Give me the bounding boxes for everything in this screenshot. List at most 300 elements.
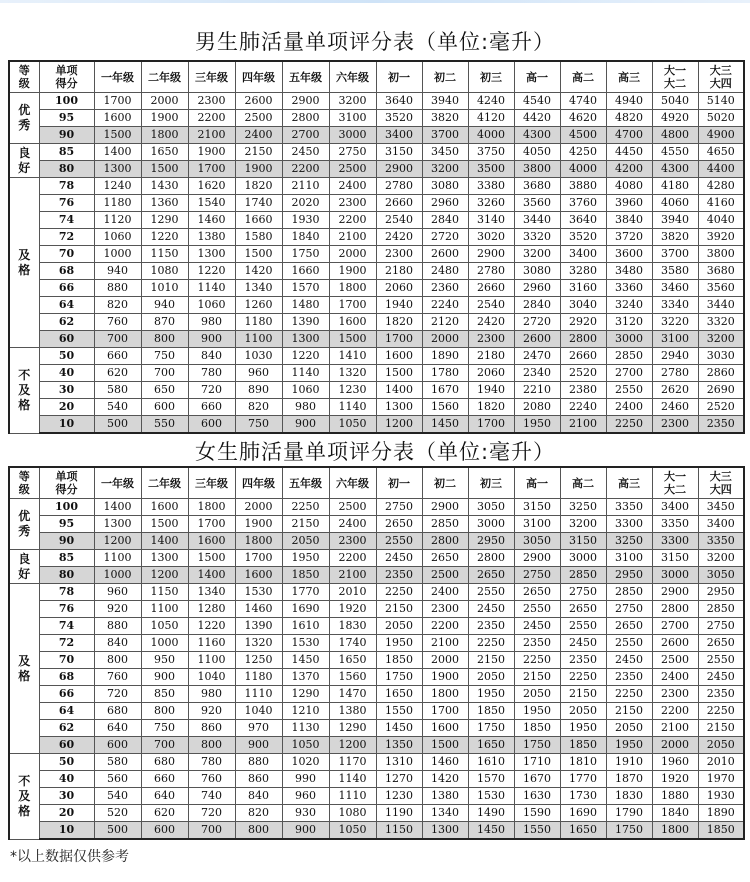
value-cell: 2100 <box>329 567 376 584</box>
value-cell: 750 <box>141 720 188 737</box>
table-row <box>9 516 744 533</box>
value-cell: 2200 <box>652 703 698 720</box>
score-cell: 68 <box>39 669 94 686</box>
value-cell: 3400 <box>652 499 698 516</box>
value-cell: 2000 <box>141 93 188 110</box>
value-cell: 1900 <box>188 144 235 161</box>
value-cell: 4650 <box>698 144 744 161</box>
table-row <box>9 263 744 280</box>
value-cell: 1750 <box>376 669 422 686</box>
value-cell: 1400 <box>141 533 188 550</box>
value-cell: 1950 <box>514 416 560 434</box>
value-cell: 800 <box>141 703 188 720</box>
score-cell: 85 <box>39 144 94 161</box>
value-cell: 2750 <box>376 499 422 516</box>
value-cell: 2520 <box>560 365 606 382</box>
value-cell: 2850 <box>698 601 744 618</box>
value-cell: 3700 <box>422 127 468 144</box>
value-cell: 1300 <box>141 550 188 567</box>
value-cell: 1160 <box>188 635 235 652</box>
column-header-label: 高一 <box>526 70 548 84</box>
value-cell: 900 <box>141 669 188 686</box>
value-cell: 1790 <box>606 805 652 822</box>
value-cell: 1560 <box>422 399 468 416</box>
score-cell: 70 <box>39 652 94 669</box>
value-cell: 2500 <box>422 567 468 584</box>
value-cell: 930 <box>282 805 329 822</box>
header-score <box>39 61 94 93</box>
value-cell: 1500 <box>422 737 468 754</box>
value-cell: 4540 <box>514 93 560 110</box>
value-cell: 1950 <box>606 737 652 754</box>
value-cell: 980 <box>188 314 235 331</box>
value-cell: 1930 <box>282 212 329 229</box>
value-cell: 3050 <box>698 567 744 584</box>
value-cell: 1600 <box>235 567 282 584</box>
value-cell: 2650 <box>422 550 468 567</box>
table-row <box>9 365 744 382</box>
value-cell: 700 <box>94 331 141 348</box>
table-row <box>9 280 744 297</box>
value-cell: 2480 <box>422 263 468 280</box>
value-cell: 1740 <box>235 195 282 212</box>
value-cell: 1450 <box>282 652 329 669</box>
value-cell: 1850 <box>514 720 560 737</box>
value-cell: 1220 <box>141 229 188 246</box>
table-row <box>9 246 744 263</box>
value-cell: 2200 <box>329 212 376 229</box>
column-header-label: 初三 <box>480 70 502 84</box>
value-cell: 620 <box>141 805 188 822</box>
value-cell: 4180 <box>652 178 698 195</box>
value-cell: 760 <box>188 771 235 788</box>
column-header-label: 初二 <box>434 476 456 490</box>
table-row <box>9 703 744 720</box>
column-header-label: 一年级 <box>101 476 134 490</box>
value-cell: 3050 <box>468 499 514 516</box>
value-cell: 1600 <box>141 499 188 516</box>
score-cell: 68 <box>39 263 94 280</box>
value-cell: 2950 <box>606 567 652 584</box>
value-cell: 1290 <box>282 686 329 703</box>
value-cell: 1800 <box>141 127 188 144</box>
column-header-label: 五年级 <box>289 476 322 490</box>
value-cell: 1260 <box>235 297 282 314</box>
value-cell: 2550 <box>376 533 422 550</box>
value-cell: 1060 <box>282 382 329 399</box>
value-cell: 780 <box>188 365 235 382</box>
column-header-label: 高三 <box>618 70 640 84</box>
value-cell: 1450 <box>422 416 468 434</box>
value-cell: 2300 <box>376 246 422 263</box>
value-cell: 1040 <box>188 669 235 686</box>
value-cell: 1230 <box>329 382 376 399</box>
value-cell: 960 <box>94 584 141 601</box>
value-cell: 2050 <box>606 720 652 737</box>
score-cell: 60 <box>39 331 94 348</box>
value-cell: 1150 <box>376 822 422 840</box>
value-cell: 4000 <box>560 161 606 178</box>
column-header-label: 三年级 <box>195 476 228 490</box>
value-cell: 720 <box>188 382 235 399</box>
column-header <box>282 467 329 499</box>
value-cell: 3200 <box>560 516 606 533</box>
value-cell: 2350 <box>514 635 560 652</box>
value-cell: 620 <box>94 365 141 382</box>
table-row <box>9 737 744 754</box>
value-cell: 1970 <box>698 771 744 788</box>
value-cell: 1700 <box>422 703 468 720</box>
value-cell: 2620 <box>652 382 698 399</box>
value-cell: 2240 <box>560 399 606 416</box>
score-cell: 62 <box>39 314 94 331</box>
value-cell: 1340 <box>188 584 235 601</box>
score-cell: 90 <box>39 127 94 144</box>
column-header-label: 五年级 <box>289 70 322 84</box>
value-cell: 1800 <box>188 499 235 516</box>
score-cell: 76 <box>39 195 94 212</box>
table-row <box>9 669 744 686</box>
value-cell: 900 <box>282 822 329 840</box>
value-cell: 3250 <box>560 499 606 516</box>
value-cell: 820 <box>235 805 282 822</box>
value-cell: 1620 <box>188 178 235 195</box>
value-cell: 1500 <box>94 127 141 144</box>
score-cell: 80 <box>39 161 94 178</box>
value-cell: 2660 <box>376 195 422 212</box>
value-cell: 2250 <box>606 416 652 434</box>
grade-label: 及格 <box>18 247 31 277</box>
value-cell: 1030 <box>235 348 282 365</box>
value-cell: 540 <box>94 788 141 805</box>
value-cell: 1060 <box>94 229 141 246</box>
value-cell: 2960 <box>422 195 468 212</box>
value-cell: 1700 <box>188 516 235 533</box>
value-cell: 2010 <box>329 584 376 601</box>
value-cell: 1810 <box>560 754 606 771</box>
value-cell: 800 <box>94 652 141 669</box>
table-row <box>9 720 744 737</box>
grade-label: 优秀 <box>18 509 31 538</box>
value-cell: 4500 <box>560 127 606 144</box>
value-cell: 3280 <box>560 263 606 280</box>
value-cell: 2250 <box>468 635 514 652</box>
value-cell: 1200 <box>94 533 141 550</box>
female-table-title: 女生肺活量单项评分表（单位:毫升） <box>194 440 556 464</box>
value-cell: 1050 <box>282 737 329 754</box>
value-cell: 3260 <box>468 195 514 212</box>
value-cell: 2540 <box>468 297 514 314</box>
value-cell: 950 <box>141 652 188 669</box>
value-cell: 3880 <box>560 178 606 195</box>
value-cell: 840 <box>94 635 141 652</box>
value-cell: 2720 <box>422 229 468 246</box>
value-cell: 1150 <box>141 584 188 601</box>
value-cell: 3400 <box>698 516 744 533</box>
value-cell: 2300 <box>652 416 698 434</box>
value-cell: 2050 <box>698 737 744 754</box>
value-cell: 2360 <box>422 280 468 297</box>
value-cell: 1370 <box>282 669 329 686</box>
value-cell: 1420 <box>422 771 468 788</box>
value-cell: 920 <box>94 601 141 618</box>
value-cell: 2250 <box>376 584 422 601</box>
value-cell: 1050 <box>329 416 376 434</box>
value-cell: 2050 <box>514 686 560 703</box>
column-header-label: 三年级 <box>195 70 228 84</box>
value-cell: 960 <box>235 365 282 382</box>
value-cell: 2950 <box>468 533 514 550</box>
value-cell: 2300 <box>652 686 698 703</box>
value-cell: 3320 <box>514 229 560 246</box>
value-cell: 1020 <box>282 754 329 771</box>
value-cell: 2150 <box>560 686 606 703</box>
value-cell: 1890 <box>698 805 744 822</box>
value-cell: 1390 <box>282 314 329 331</box>
value-cell: 4300 <box>652 161 698 178</box>
value-cell: 2000 <box>422 331 468 348</box>
value-cell: 2250 <box>282 499 329 516</box>
header-score <box>39 467 94 499</box>
value-cell: 2180 <box>468 348 514 365</box>
value-cell: 4450 <box>606 144 652 161</box>
value-cell: 1770 <box>560 771 606 788</box>
value-cell: 1470 <box>329 686 376 703</box>
value-cell: 3640 <box>560 212 606 229</box>
value-cell: 1830 <box>606 788 652 805</box>
value-cell: 3940 <box>652 212 698 229</box>
score-cell: 40 <box>39 771 94 788</box>
value-cell: 4420 <box>514 110 560 127</box>
value-cell: 1850 <box>560 737 606 754</box>
column-header <box>188 467 235 499</box>
value-cell: 1480 <box>282 297 329 314</box>
value-cell: 600 <box>141 822 188 840</box>
value-cell: 1650 <box>329 652 376 669</box>
value-cell: 2450 <box>514 618 560 635</box>
value-cell: 1940 <box>468 382 514 399</box>
female-score-table <box>8 466 745 840</box>
score-cell: 76 <box>39 601 94 618</box>
value-cell: 3760 <box>560 195 606 212</box>
value-cell: 3350 <box>606 499 652 516</box>
value-cell: 3220 <box>652 314 698 331</box>
value-cell: 1500 <box>235 246 282 263</box>
value-cell: 500 <box>94 822 141 840</box>
grade-label: 良好 <box>18 551 31 581</box>
value-cell: 1750 <box>282 246 329 263</box>
grade-cell <box>9 754 39 840</box>
score-cell: 66 <box>39 280 94 297</box>
value-cell: 3000 <box>606 331 652 348</box>
value-cell: 2550 <box>560 618 606 635</box>
value-cell: 1460 <box>422 754 468 771</box>
value-cell: 3480 <box>606 263 652 280</box>
value-cell: 990 <box>282 771 329 788</box>
value-cell: 4280 <box>698 178 744 195</box>
column-header <box>141 467 188 499</box>
value-cell: 890 <box>235 382 282 399</box>
value-cell: 3520 <box>560 229 606 246</box>
table-row <box>9 584 744 601</box>
value-cell: 4550 <box>652 144 698 161</box>
score-cell: 80 <box>39 567 94 584</box>
table-row <box>9 416 744 434</box>
value-cell: 700 <box>188 822 235 840</box>
value-cell: 3400 <box>560 246 606 263</box>
value-cell: 3000 <box>652 567 698 584</box>
value-cell: 1220 <box>188 263 235 280</box>
value-cell: 1400 <box>376 382 422 399</box>
value-cell: 2400 <box>329 178 376 195</box>
value-cell: 2340 <box>514 365 560 382</box>
value-cell: 3200 <box>698 550 744 567</box>
value-cell: 3380 <box>468 178 514 195</box>
header-score-label: 单项得分 <box>55 64 78 90</box>
column-header <box>468 467 514 499</box>
value-cell: 2250 <box>606 686 652 703</box>
value-cell: 3000 <box>329 127 376 144</box>
value-cell: 700 <box>141 365 188 382</box>
value-cell: 1780 <box>422 365 468 382</box>
score-cell: 64 <box>39 703 94 720</box>
value-cell: 1300 <box>376 399 422 416</box>
value-cell: 2900 <box>282 93 329 110</box>
column-header-label: 初一 <box>388 70 410 84</box>
value-cell: 1410 <box>329 348 376 365</box>
table-row <box>9 601 744 618</box>
value-cell: 1200 <box>141 567 188 584</box>
value-cell: 1320 <box>235 635 282 652</box>
value-cell: 660 <box>141 771 188 788</box>
value-cell: 1180 <box>94 195 141 212</box>
value-cell: 2900 <box>422 499 468 516</box>
table-row <box>9 331 744 348</box>
value-cell: 900 <box>282 416 329 434</box>
value-cell: 2000 <box>329 246 376 263</box>
value-cell: 4740 <box>560 93 606 110</box>
value-cell: 2350 <box>698 416 744 434</box>
table-row <box>9 567 744 584</box>
column-header <box>94 61 141 93</box>
value-cell: 2750 <box>698 618 744 635</box>
value-cell: 2500 <box>652 652 698 669</box>
value-cell: 2800 <box>652 601 698 618</box>
value-cell: 3250 <box>606 533 652 550</box>
value-cell: 2650 <box>698 635 744 652</box>
value-cell: 1840 <box>652 805 698 822</box>
value-cell: 1100 <box>188 652 235 669</box>
value-cell: 3440 <box>698 297 744 314</box>
value-cell: 1220 <box>188 618 235 635</box>
score-cell: 50 <box>39 348 94 365</box>
value-cell: 1550 <box>514 822 560 840</box>
value-cell: 4300 <box>514 127 560 144</box>
table-row <box>9 382 744 399</box>
value-cell: 1750 <box>606 822 652 840</box>
value-cell: 2250 <box>698 703 744 720</box>
value-cell: 1430 <box>141 178 188 195</box>
table-row <box>9 499 744 516</box>
value-cell: 2940 <box>652 348 698 365</box>
value-cell: 1600 <box>188 533 235 550</box>
value-cell: 2840 <box>514 297 560 314</box>
value-cell: 750 <box>141 348 188 365</box>
column-header <box>422 61 468 93</box>
score-cell: 74 <box>39 618 94 635</box>
grade-cell <box>9 93 39 144</box>
value-cell: 1660 <box>235 212 282 229</box>
value-cell: 860 <box>235 771 282 788</box>
value-cell: 1080 <box>329 805 376 822</box>
value-cell: 2900 <box>376 161 422 178</box>
column-header <box>376 61 422 93</box>
column-header <box>422 467 468 499</box>
value-cell: 2150 <box>282 516 329 533</box>
value-cell: 2600 <box>422 246 468 263</box>
value-cell: 4060 <box>652 195 698 212</box>
value-cell: 1930 <box>698 788 744 805</box>
value-cell: 3350 <box>652 516 698 533</box>
value-cell: 2900 <box>514 550 560 567</box>
value-cell: 650 <box>141 382 188 399</box>
value-cell: 2050 <box>282 533 329 550</box>
score-cell: 60 <box>39 737 94 754</box>
value-cell: 3140 <box>468 212 514 229</box>
value-cell: 3460 <box>652 280 698 297</box>
value-cell: 660 <box>94 348 141 365</box>
table-row <box>9 297 744 314</box>
value-cell: 2500 <box>329 499 376 516</box>
value-cell: 1610 <box>282 618 329 635</box>
column-header <box>235 467 282 499</box>
value-cell: 2300 <box>422 601 468 618</box>
value-cell: 1100 <box>94 550 141 567</box>
value-cell: 2750 <box>606 601 652 618</box>
table-row <box>9 93 744 110</box>
value-cell: 1400 <box>94 499 141 516</box>
value-cell: 1750 <box>468 720 514 737</box>
value-cell: 3160 <box>560 280 606 297</box>
value-cell: 1850 <box>282 567 329 584</box>
value-cell: 3200 <box>329 93 376 110</box>
value-cell: 1130 <box>282 720 329 737</box>
value-cell: 720 <box>188 805 235 822</box>
score-cell: 85 <box>39 550 94 567</box>
grade-cell <box>9 144 39 178</box>
value-cell: 680 <box>141 754 188 771</box>
value-cell: 1670 <box>422 382 468 399</box>
value-cell: 2080 <box>514 399 560 416</box>
column-header-label: 初二 <box>434 70 456 84</box>
value-cell: 3150 <box>376 144 422 161</box>
value-cell: 3100 <box>329 110 376 127</box>
value-cell: 2860 <box>698 365 744 382</box>
value-cell: 2100 <box>560 416 606 434</box>
value-cell: 1360 <box>141 195 188 212</box>
value-cell: 2150 <box>606 703 652 720</box>
value-cell: 3720 <box>606 229 652 246</box>
value-cell: 2150 <box>468 652 514 669</box>
value-cell: 1490 <box>468 805 514 822</box>
score-cell: 95 <box>39 516 94 533</box>
value-cell: 2460 <box>652 399 698 416</box>
column-header <box>235 61 282 93</box>
value-cell: 2540 <box>376 212 422 229</box>
table-row <box>9 178 744 195</box>
value-cell: 1000 <box>94 246 141 263</box>
value-cell: 2690 <box>698 382 744 399</box>
